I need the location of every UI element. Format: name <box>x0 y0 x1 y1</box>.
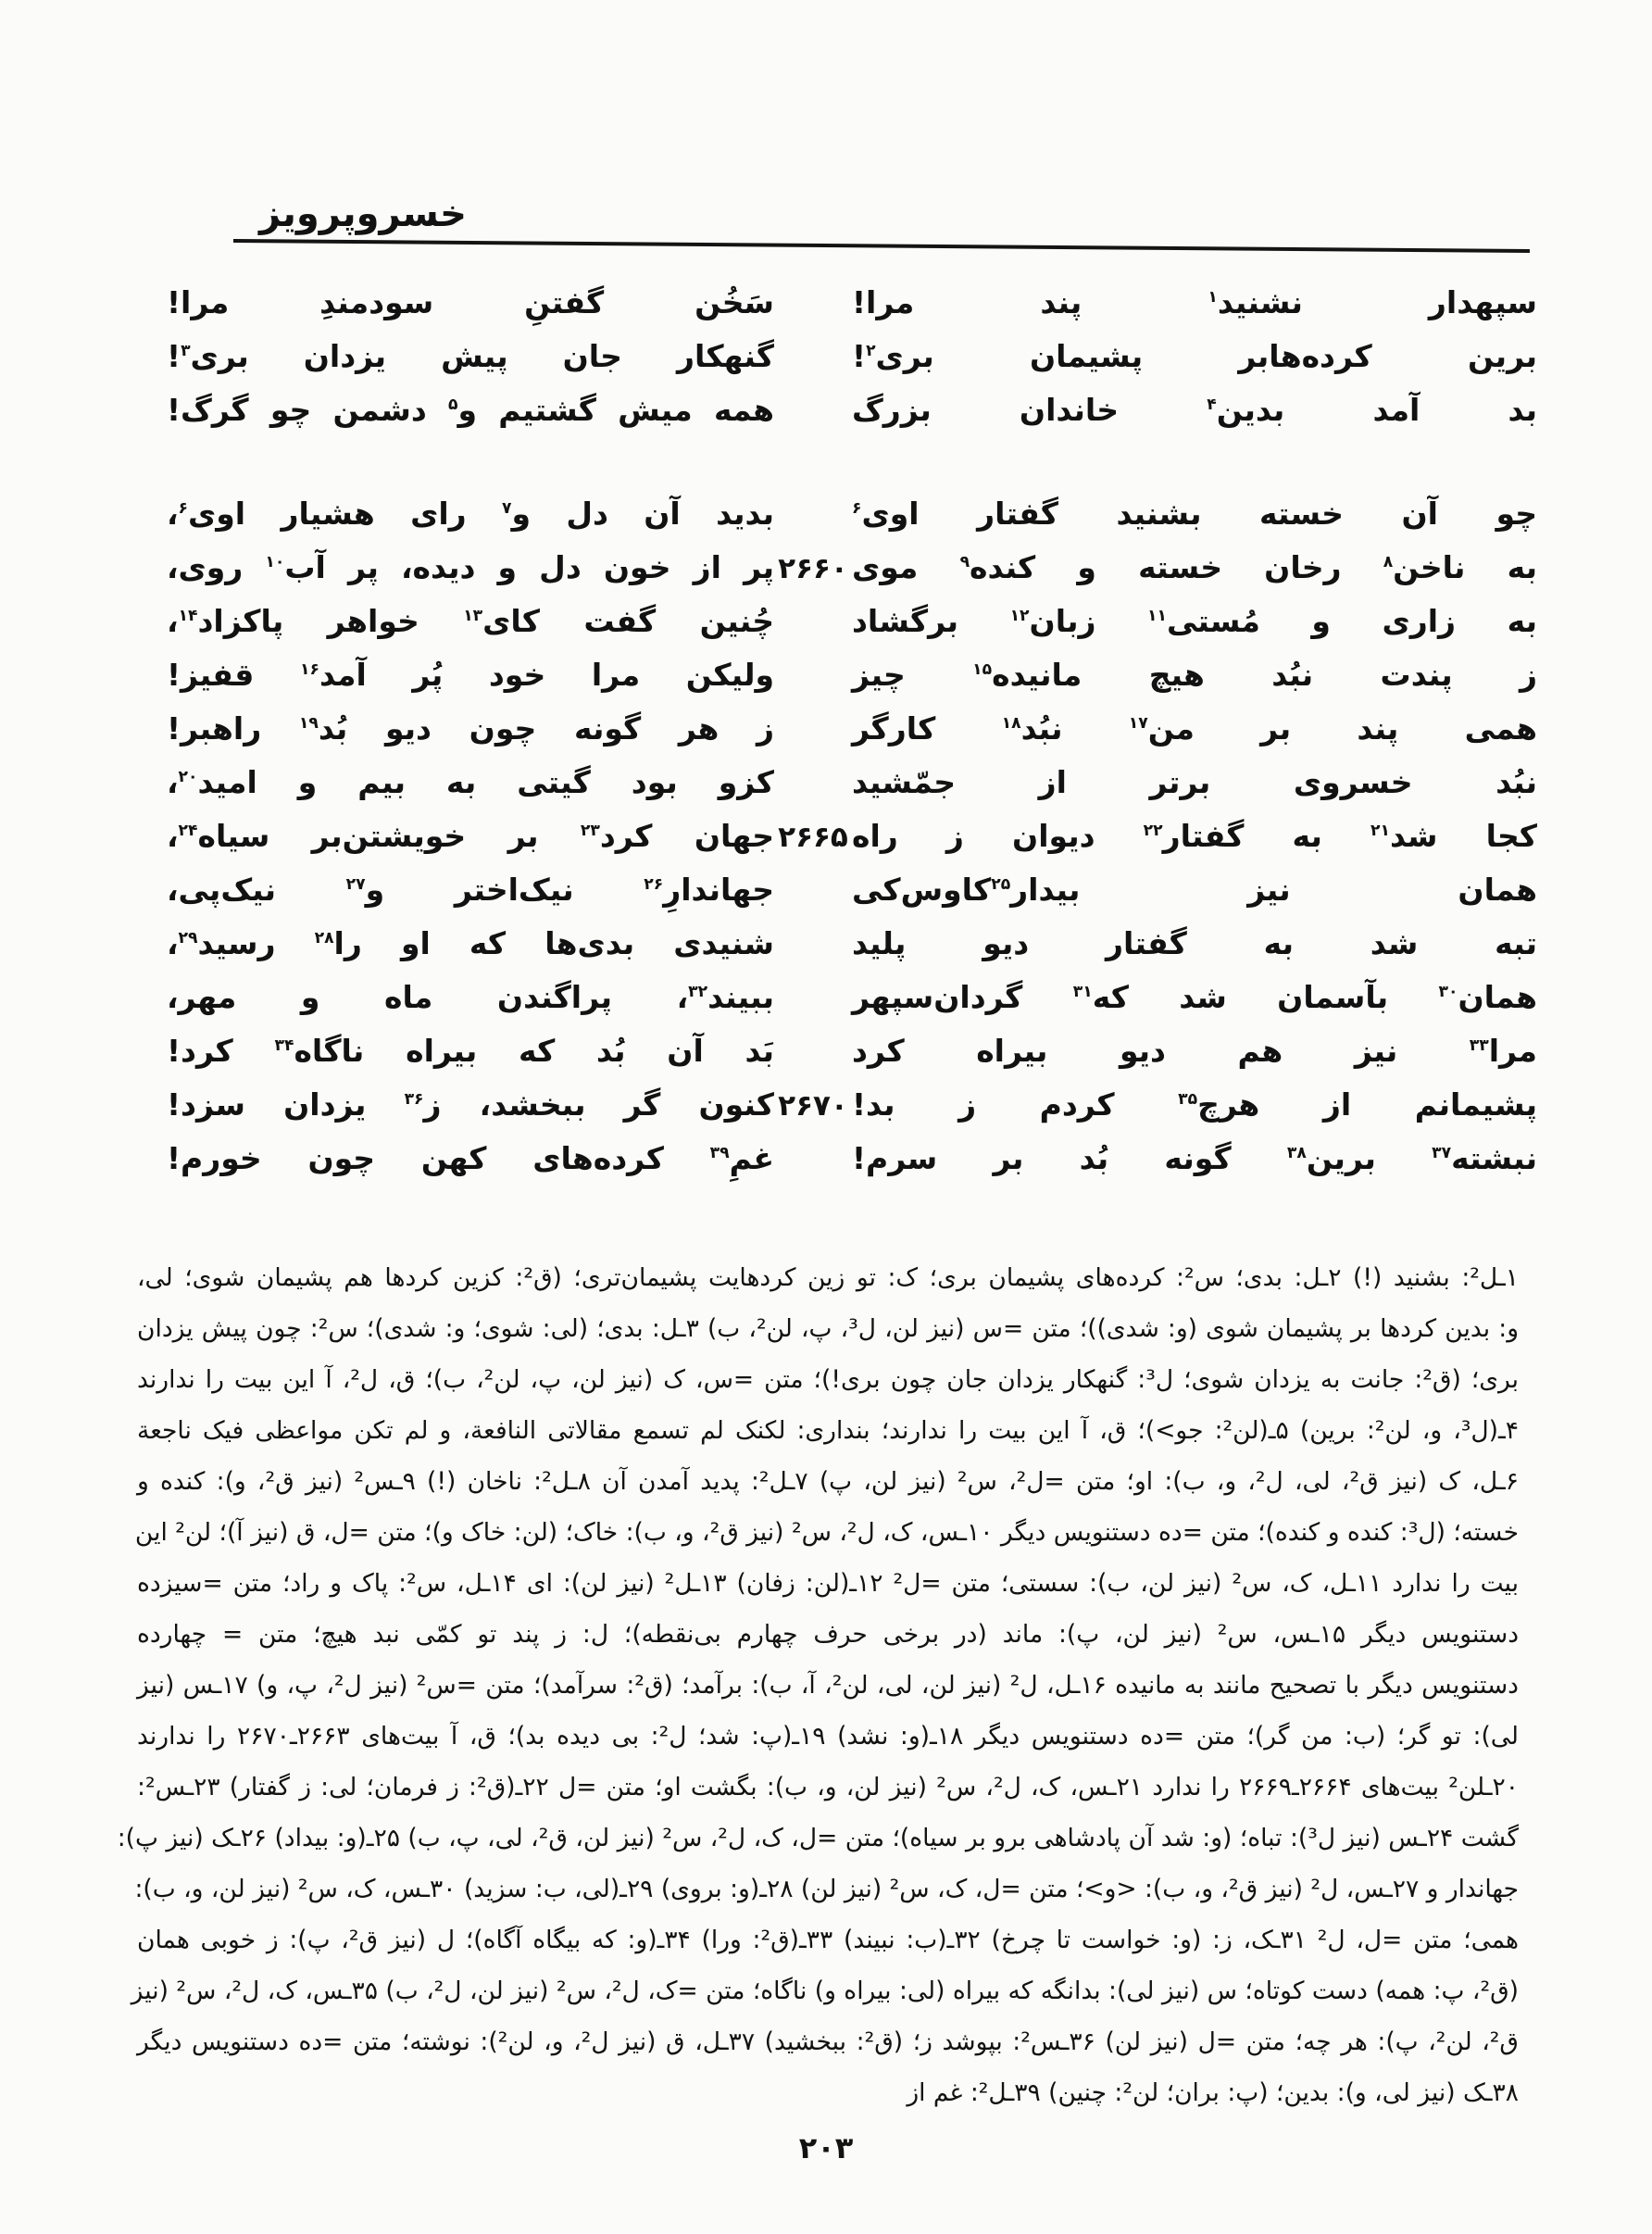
footnote-line: گشت ۲۴ـس (نیز ل³): تباه؛ (و: شد آن پادشاهی برو بر سیاه)؛ متن =ل، ک، ل²، س² (نیز لن، ق²، لی، پ، ب) ۲۵ـ(و: بیداد) ۲۶ـک (نیز پ): <box>117 1824 1519 1852</box>
hemistich-right: برین کرده‌هابر پشیمان بری$^۲$! <box>852 338 1537 374</box>
footnote-line: دستنویس دیگر با تصحیح مانند به مانیده ۱۶ـل، ل² (نیز لن، لی، لن²، آ، ب): برآمد؛ (ق²: سرآمد)؛ متن =س² (نیز ل²، پ، و) ۱۷ـس (نیز <box>137 1671 1519 1700</box>
hemistich-right: پشیمانم از هرچ$^{۳۵}$ کردم ز بد! <box>852 1086 1537 1123</box>
footnote-line: ق²، لن²، پ): هر چه؛ متن =ل (نیز لن) ۳۶ـس²: بپوشد ز؛ (ق²: ببخشید) ۳۷ـل، ق (نیز ل²، و، لن²): نوشته؛ متن =ده دستنویس دیگر <box>137 2027 1519 2056</box>
hemistich-right: چو آن خسته بشنید گفتار اوی$^۶$ <box>852 496 1537 532</box>
hemistich-right: کجا شد$^{۲۱}$ به گفتار$^{۲۲}$ دیوان ز راه <box>852 818 1537 854</box>
footnote-line: همی؛ متن =ل، ل² ۳۱ـک، ز: (و: خواست تا چرخ) ۳۲ـ(ب: نبیند) ۳۳ـ(ق²: ورا) ۳۴ـ(و: که بیگاه آگاه)؛ ل (نیز ق²، پ): ز خوبی همان <box>137 1926 1519 1954</box>
hemistich-left: پر از خون دل و دیده، پر آب$^{۱۰}$ روی، <box>167 549 774 585</box>
hemistich-left: کنون گر ببخشد، ز$^{۳۶}$ یزدان سزد! <box>167 1086 774 1123</box>
hemistich-right: به زاری و مُستی$^{۱۱}$ زبان$^{۱۲}$ برگشاد <box>852 603 1537 639</box>
hemistich-left: همه میش گشتیم و$^۵$ دشمن چو گرگ! <box>167 392 774 428</box>
bayt-row <box>167 487 1537 541</box>
footnote-line: بری؛ (ق²: جانت به یزدان شوی؛ ل³: گنهکار یزدان جان چون بری!)؛ متن =س، ک (نیز لن، پ، لن²، ب)؛ ق، ل²، آ این بیت را ندارند <box>137 1365 1520 1394</box>
bayt-row <box>167 330 1537 383</box>
bayt-row <box>167 810 1537 863</box>
hemistich-right: بد آمد بدین$^۴$ خاندان بزرگ <box>852 392 1537 428</box>
bayt-number: ۲۶۶۵ <box>778 821 848 854</box>
hemistich-left: ز هر گونه چون دیو بُد$^{۱۹}$ راهبر! <box>167 710 774 747</box>
bayt-row <box>167 1024 1537 1078</box>
bayt-number: ۲۶۶۰ <box>778 552 848 585</box>
footnote-line: ۳۸ـک (نیز لی، و): بدین؛ (پ: بران؛ لن²: چنین) ۳۹ـل²: غم از <box>907 2078 1519 2107</box>
bayt-row <box>167 971 1537 1024</box>
hemistich-right: نبشته$^{۳۷}$ برین$^{۳۸}$ گونه بُد بر سرم! <box>852 1140 1537 1176</box>
bayt-row <box>167 1132 1537 1186</box>
footnote-line: خسته؛ (ل³: کنده و کنده)؛ متن =ده دستنویس دیگر ۱۰ـس، ک، ل²، س² (نیز ق²، و، ب): خاک؛ (لن: خاک و)؛ متن =ل، ق (نیز آ)؛ لن² این <box>134 1518 1519 1547</box>
footnote-line: بیت را ندارد ۱۱ـل، ک، س² (نیز لن، ب): سستی؛ متن =ل² ۱۲ـ(لن: زفان) ۱۳ـل² (نیز لن): ای ۱۴ـل، س²: پاک و راد؛ متن =سیزده <box>137 1569 1519 1598</box>
hemistich-right: همی پند بر من$^{۱۷}$ نبُد$^{۱۸}$ کارگر <box>852 710 1537 747</box>
footnote-line: دستنویس دیگر ۱۵ـس، س² (نیز لن، پ): ماند (در برخی حرف چهارم بی‌نقطه)؛ ل: ز پند تو کمّی نبد هیچ؛ متن = چهارده <box>137 1620 1519 1649</box>
bayt-row <box>167 595 1537 648</box>
hemistich-left: ولیکن مرا خود پُر آمد$^{۱۶}$ قفیز! <box>167 657 774 693</box>
hemistich-left: شنیدی بدی‌ها که او را$^{۲۸}$ رسید$^{۲۹}$، <box>167 925 774 961</box>
bayt-number: ۲۶۷۰ <box>778 1089 848 1123</box>
hemistich-left: بدید آن دل و$^۷$ رای هشیار اوی$^۶$، <box>167 496 774 532</box>
footnote-line: ۴ـ(ل³، و، لن²: برین) ۵ـ(لن²: جو>)؛ ق، آ این بیت را ندارند؛ بنداری: لکنک لم تسمع مقالاتی النافعة، و لم تکن مواعظی فیک ناجعة <box>137 1416 1519 1445</box>
hemistich-left: چُنین گفت کای$^{۱۳}$ خواهر پاکزاد$^{۱۴}$، <box>167 603 774 639</box>
hemistich-right: مرا$^{۳۳}$ نیز هم دیو بیراه کرد <box>852 1033 1537 1069</box>
hemistich-left: جهان کرد$^{۲۳}$ بر خویشتن‌بر سیاه$^{۲۴}$، <box>167 818 774 854</box>
hemistich-right: سپهدار نشنید$^۱$ پند مرا! <box>852 284 1537 320</box>
hemistich-left: گنهکار جان پیش یزدان بری$^۳$! <box>167 338 774 374</box>
hemistich-right: نبُد خسروی برتر از جمّشید <box>852 764 1537 800</box>
bayt-row <box>167 648 1537 702</box>
footnote-line: جهاندار و ۲۷ـس، ل² (نیز ق²، و، ب): <و>؛ متن =ل، ک، س² (نیز لن) ۲۸ـ(و: بروی) ۲۹ـ(لی، ب: سزید) ۳۰ـس، ک، س² (نیز لن، و، ب): <box>134 1875 1519 1903</box>
bayt-row <box>167 1078 1537 1132</box>
hemistich-left: جهاندارِ$^{۲۶}$ نیک‌اختر و$^{۲۷}$ نیک‌پی، <box>167 872 774 908</box>
hemistich-left: ببیند$^{۳۲}$، پراگندن ماه و مهر، <box>167 979 774 1015</box>
footnote-line: ۱ـل²: بشنید (!) ۲ـل: بدی؛ س²: کرده‌های پشیمان بری؛ ک: تو زین کردهایت پشیمان‌تری؛ (ق²: کزین کردها هم پشیمان شوی؛ لی، <box>137 1263 1519 1292</box>
bayt-row <box>167 917 1537 971</box>
apparatus-footnotes-section <box>117 1252 1520 2118</box>
bayt-row <box>167 702 1537 756</box>
hemistich-right: همان نیز بیدار$^{۲۵}$کاوس‌کی <box>852 872 1537 908</box>
bayt-row <box>167 276 1537 330</box>
hemistich-left: بَد آن بُد که بیراه ناگاه$^{۳۴}$ کرد! <box>167 1033 774 1069</box>
running-head-title: خسروپرویز <box>259 193 467 235</box>
bayt-row <box>167 756 1537 810</box>
hemistich-left: سَخُن گفتنِ سودمندِ مرا! <box>167 284 774 320</box>
hemistich-right: همان$^{۳۰}$ بآسمان شد که$^{۳۱}$ گردان‌سپهر <box>852 979 1537 1015</box>
hemistich-right: تبه شد به گفتار دیو پلید <box>852 925 1537 961</box>
footnote-line: ۶ـل، ک (نیز ق²، لی، ل²، و، ب): او؛ متن =ل²، س² (نیز لن، پ) ۷ـل²: پدید آمدن آن ۸ـل²: ناخان (!) ۹ـس² (نیز ق²، و): کنده و <box>137 1467 1519 1496</box>
hemistich-right: ز پندت نبُد هیچ مانیده$^{۱۵}$ چیز <box>852 657 1537 693</box>
footnote-line: (ق²، پ: همه) دست کوتاه؛ س (نیز لی): بدانگه که بیراه (لی: بیراه و) ناگاه؛ متن =ک، ل²، س² (نیز لن، ل²، ب) ۳۵ـس، ک، ل²، س² (نیز <box>131 1977 1519 2005</box>
footnote-line: لی): تو گر؛ (ب: من گر)؛ متن =ده دستنویس دیگر ۱۸ـ(و: نشد) ۱۹ـ(پ: شد؛ ل²: بی دیده بد)؛ ق، آ بیت‌های ۲۶۶۳ـ۲۶۷۰ را ندارند <box>137 1722 1519 1751</box>
bayt-row <box>167 541 1537 595</box>
footnote-line: ۲۰ـلن² بیت‌های ۲۶۶۴ـ۲۶۶۹ را ندارد ۲۱ـس، ک، ل²، س² (نیز لن، و، ب): بگشت او؛ متن =ل ۲۲ـ(ق²: ز فرمان؛ لی: ز گفتار) ۲۳ـس²: <box>137 1773 1520 1801</box>
hemistich-right: به ناخن$^۸$ رخان خسته و کنده$^۹$ موی <box>852 549 1538 585</box>
hemistich-left: کزو بود گیتی به بیم و امید$^{۲۰}$، <box>167 764 774 800</box>
bayt-row <box>167 383 1537 437</box>
hemistich-left: غمِ$^{۳۹}$ کرده‌های کهن چون خورم! <box>167 1140 774 1176</box>
page-number: ۲۰۳ <box>798 2130 854 2165</box>
header-rule <box>233 239 1530 253</box>
bayt-row <box>167 863 1537 917</box>
poem-section <box>167 276 1537 1186</box>
footnote-line: و: بدین کردها بر پشیمان شوی (و: شدی))؛ متن =س (نیز لن، ل³، پ، لن²، ب) ۳ـل: بدی؛ (لی: شوی؛ و: شدی)؛ س²: چون پیش یزدان <box>137 1314 1520 1343</box>
